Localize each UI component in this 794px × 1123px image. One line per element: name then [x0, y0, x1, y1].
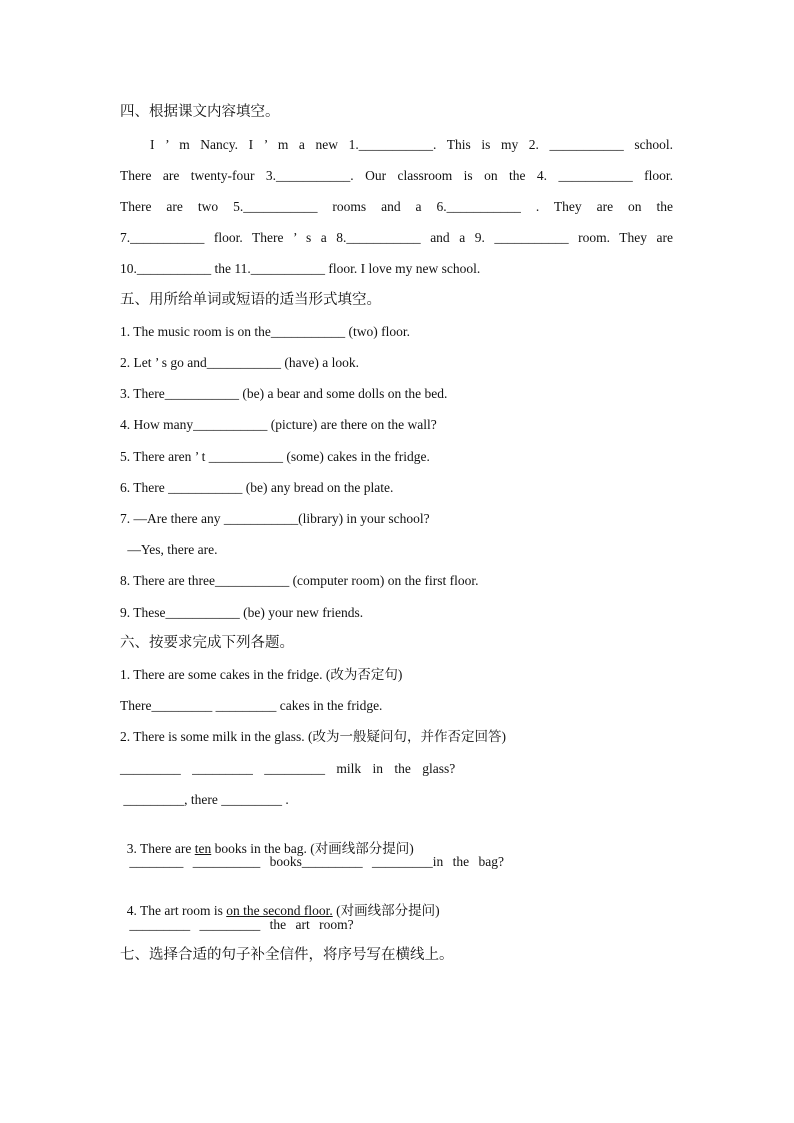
section-6-q4-underlined: on the second floor. [226, 903, 333, 918]
section-5-item-8: 8. There are three___________ (computer room) on the first floor. [120, 573, 479, 588]
section-6-q2: 2. There is some milk in the glass. (改为一般疑问句，并作否定回答) [120, 729, 506, 744]
section-6-q2-answer-1: _________ _________ _________ milk in the glass? [120, 761, 456, 776]
section-5-item-1: 1. The music room is on the___________ (two) floor. [120, 324, 410, 339]
section-6-q2-answer-2: _________, there _________ . [120, 792, 289, 807]
section-5-item-9: 9. These___________ (be) your new friends. [120, 605, 364, 620]
section-6-q3-after: books in the bag. (对画线部分提问) [211, 841, 414, 856]
section-5-item-7: 7. —Are there any ___________(library) in your school? [120, 511, 430, 526]
section-6-q3-underlined: ten [194, 841, 212, 856]
section-6-q1-answer: There_________ _________ cakes in the fridge. [120, 698, 383, 713]
section-5-item-7-answer: —Yes, there are. [124, 542, 218, 557]
section-4-heading: 四、根据课文内容填空。 [120, 104, 280, 120]
section-5-item-5: 5. There aren ’ t ___________ (some) cakes in the fridge. [120, 449, 430, 464]
section-6-q4-after: (对画线部分提问) [332, 903, 440, 918]
section-4-line-2: There are twenty-four 3.___________. Our classroom is on the 4. ___________ floor. [120, 168, 673, 183]
section-6-q1: 1. There are some cakes in the fridge. (改为否定句) [120, 667, 403, 682]
section-6-q4-answer: _________ _________ the art room? [120, 917, 354, 932]
section-5-heading: 五、用所给单词或短语的适当形式填空。 [120, 292, 381, 308]
section-5-item-3: 3. There___________ (be) a bear and some dolls on the bed. [120, 386, 448, 401]
section-4-line-5: 10.___________ the 11.___________ floor. I love my new school. [120, 261, 481, 276]
section-5-item-2: 2. Let ’ s go and___________ (have) a look. [120, 355, 359, 370]
section-5-item-4: 4. How many___________ (picture) are there on the wall? [120, 417, 437, 432]
section-4-line-3: There are two 5.___________ rooms and a 6.___________ . They are on the [120, 199, 673, 214]
section-6-q4-before: 4. The art room is [126, 903, 227, 918]
section-6-q4 [120, 884, 440, 920]
section-7-heading: 七、选择合适的句子补全信件，将序号写在横线上。 [120, 947, 454, 963]
section-6-q3-before: 3. There are [126, 841, 195, 856]
section-4-line-4: 7.___________ floor. There ’ s a 8.___________ and a 9. ___________ room. They are [120, 230, 673, 245]
section-6-heading: 六、按要求完成下列各题。 [120, 635, 294, 651]
section-6-q3-answer: ________ __________ books_________ _________in the bag? [120, 854, 504, 869]
section-5-item-6: 6. There ___________ (be) any bread on the plate. [120, 480, 394, 495]
section-4-line-1: I ’ m Nancy. I ’ m a new 1.___________. This is my 2. ___________ school. [150, 137, 673, 152]
